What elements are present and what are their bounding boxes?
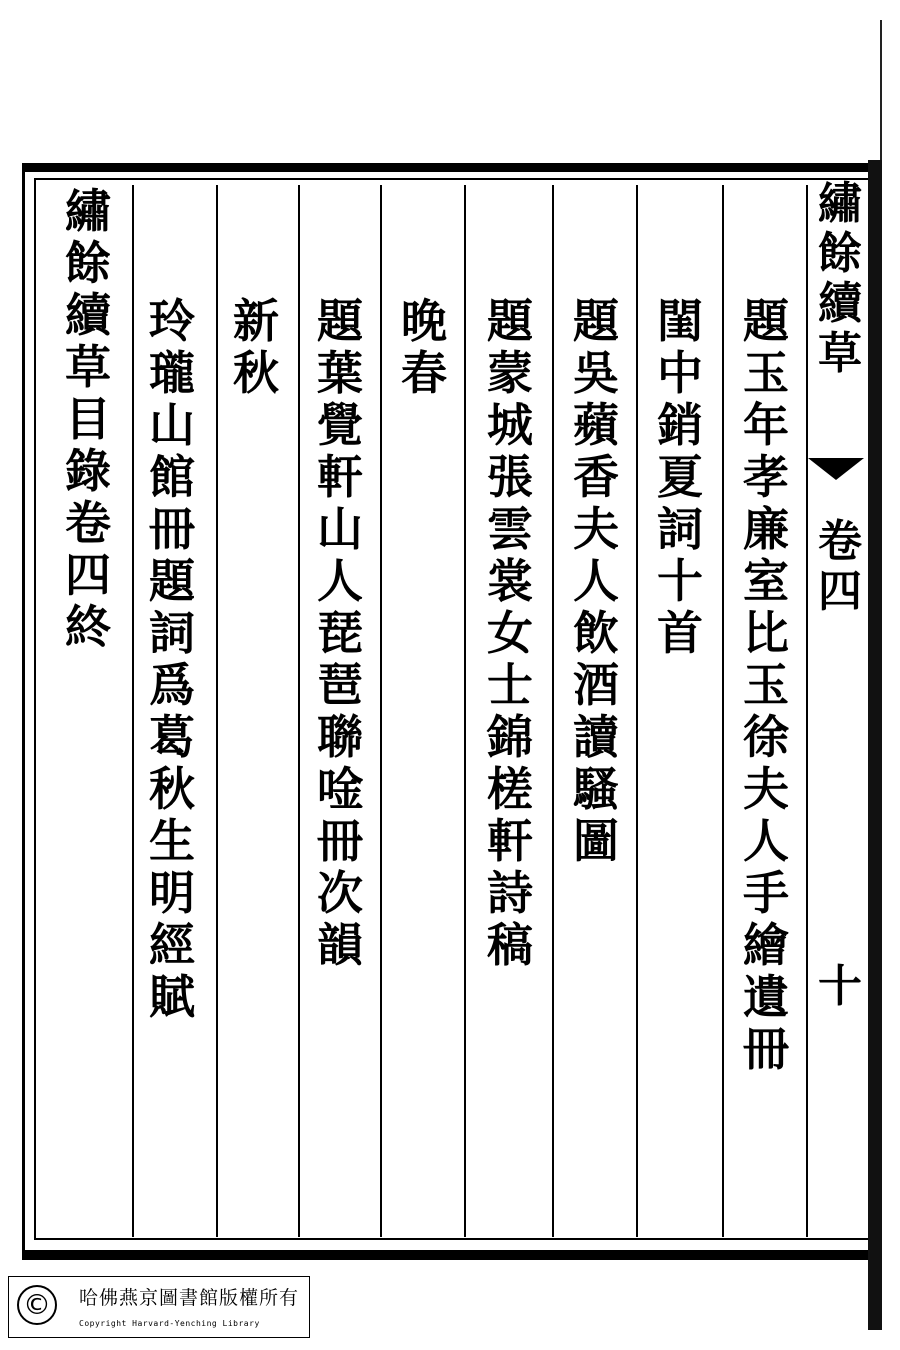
glyph: 春 (401, 346, 447, 400)
glyph: 賦 (149, 970, 195, 1024)
glyph: 年 (743, 398, 789, 452)
glyph: 十 (818, 961, 862, 1012)
glyph: 葉 (317, 346, 363, 400)
glyph: 玲 (149, 294, 195, 348)
glyph: 四 (65, 548, 111, 602)
glyph: 錄 (65, 444, 111, 498)
glyph: 人 (317, 554, 363, 608)
glyph: 徐 (743, 710, 789, 764)
glyph: 冊 (743, 1022, 789, 1076)
glyph: 晚 (401, 294, 447, 348)
toc-entry-7 (226, 294, 286, 402)
glyph: 軒 (317, 450, 363, 504)
glyph: 張 (487, 450, 533, 504)
glyph: 題 (487, 294, 533, 348)
glyph: 題 (743, 294, 789, 348)
glyph: 聯 (317, 710, 363, 764)
glyph: 冊 (317, 814, 363, 868)
glyph: 飲 (573, 606, 619, 660)
glyph: 人 (743, 814, 789, 868)
glyph: 詩 (487, 866, 533, 920)
glyph: 草 (65, 340, 111, 394)
toc-entry-6 (310, 294, 370, 974)
glyph: 吳 (573, 346, 619, 400)
glyph: 雲 (487, 502, 533, 556)
fishtail-mark (808, 458, 864, 480)
toc-entry-8 (142, 294, 202, 1026)
glyph: 經 (149, 918, 195, 972)
glyph: 十 (657, 554, 703, 608)
glyph: 館 (149, 450, 195, 504)
toc-entry-4 (480, 294, 540, 974)
glyph: 題 (573, 294, 619, 348)
glyph: 餘 (818, 228, 862, 279)
glyph: 首 (657, 606, 703, 660)
glyph: 夫 (573, 502, 619, 556)
glyph: 孝 (743, 450, 789, 504)
glyph: 手 (743, 866, 789, 920)
glyph: 玉 (743, 658, 789, 712)
column-rule (636, 185, 638, 1237)
glyph: 草 (818, 328, 862, 379)
glyph: 遺 (743, 970, 789, 1024)
glyph: 明 (149, 866, 195, 920)
toc-end-line (58, 184, 118, 656)
glyph: 卷 (818, 516, 862, 567)
toc-entry-3 (566, 294, 626, 870)
glyph: 唫 (317, 762, 363, 816)
column-rule (552, 185, 554, 1237)
spine-title (815, 178, 865, 382)
glyph: 槎 (487, 762, 533, 816)
glyph: 題 (317, 294, 363, 348)
glyph: 繪 (743, 918, 789, 972)
glyph: 秋 (233, 346, 279, 400)
glyph: 女 (487, 606, 533, 660)
glyph: 錦 (487, 710, 533, 764)
glyph: 琵 (317, 606, 363, 660)
glyph: 續 (818, 278, 862, 329)
glyph: 夫 (743, 762, 789, 816)
glyph: 中 (657, 346, 703, 400)
glyph: 香 (573, 450, 619, 504)
glyph: 夏 (657, 450, 703, 504)
toc-entry-2 (650, 294, 710, 662)
glyph: 秋 (149, 762, 195, 816)
glyph: 葛 (149, 710, 195, 764)
glyph: 山 (149, 398, 195, 452)
column-rule (132, 185, 134, 1237)
glyph: 四 (818, 566, 862, 617)
glyph: 詞 (149, 606, 195, 660)
copyright-icon: © (17, 1285, 57, 1325)
toc-entry-1 (736, 294, 796, 1078)
glyph: 室 (743, 554, 789, 608)
glyph: 軒 (487, 814, 533, 868)
column-rule (216, 185, 218, 1237)
glyph: 新 (233, 294, 279, 348)
glyph: 稿 (487, 918, 533, 972)
column-rule (464, 185, 466, 1237)
glyph: 城 (487, 398, 533, 452)
glyph: 續 (65, 288, 111, 342)
gutter-shadow (868, 160, 882, 1330)
glyph: 裳 (487, 554, 533, 608)
glyph: 酒 (573, 658, 619, 712)
glyph: 終 (65, 600, 111, 654)
glyph: 生 (149, 814, 195, 868)
column-rule (380, 185, 382, 1237)
column-rule (806, 185, 808, 1237)
glyph: 詞 (657, 502, 703, 556)
glyph: 山 (317, 502, 363, 556)
column-rule (298, 185, 300, 1237)
glyph: 爲 (149, 658, 195, 712)
glyph: 蘋 (573, 398, 619, 452)
glyph: 騷 (573, 762, 619, 816)
glyph: 目 (65, 392, 111, 446)
spine-volume (815, 516, 865, 620)
glyph: 人 (573, 554, 619, 608)
glyph: 圖 (573, 814, 619, 868)
glyph: 比 (743, 606, 789, 660)
glyph: 韻 (317, 918, 363, 972)
glyph: 次 (317, 866, 363, 920)
glyph: 繡 (818, 178, 862, 229)
glyph: 題 (149, 554, 195, 608)
glyph: 瓏 (149, 346, 195, 400)
glyph: 閨 (657, 294, 703, 348)
glyph: 銷 (657, 398, 703, 452)
column-rule (722, 185, 724, 1237)
glyph: 蒙 (487, 346, 533, 400)
glyph: 繡 (65, 184, 111, 238)
copyright-text-english: Copyright Harvard-Yenching Library (79, 1319, 260, 1328)
glyph: 玉 (743, 346, 789, 400)
copyright-stamp (8, 1276, 310, 1338)
copyright-text-chinese: 哈佛燕京圖書館版權所有 (79, 1287, 300, 1309)
glyph: 琶 (317, 658, 363, 712)
toc-entry-5 (394, 294, 454, 402)
glyph: 餘 (65, 236, 111, 290)
glyph: 覺 (317, 398, 363, 452)
spine-folio (815, 961, 865, 1015)
glyph: 卷 (65, 496, 111, 550)
glyph: 讀 (573, 710, 619, 764)
glyph: 冊 (149, 502, 195, 556)
glyph: 廉 (743, 502, 789, 556)
glyph: 士 (487, 658, 533, 712)
